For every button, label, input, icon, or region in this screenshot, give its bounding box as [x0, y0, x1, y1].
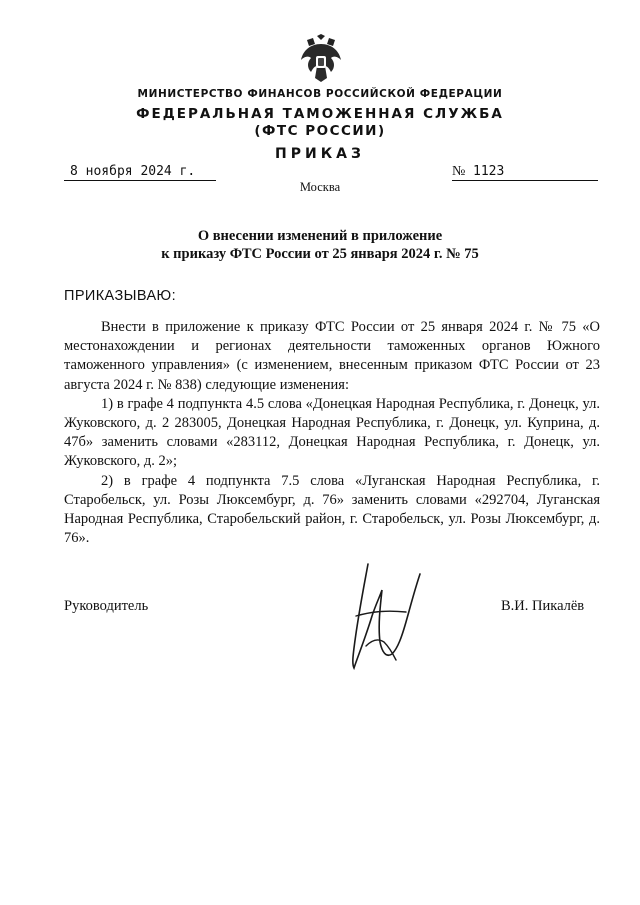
- service-abbreviation: (ФТС РОССИИ): [254, 123, 386, 139]
- document-type: ПРИКАЗ: [275, 146, 365, 162]
- body-item-1: 1) в графе 4 подпункта 4.5 слова «Донецкая Народная Республика, г. Донецк, ул. Жуковского, д. 2 283005, Донецкая Народная Республика, г. Донецк, ул. Куприна, д. 47б» заменить словами «283112, Донецкая Народная Республика, г. Донецк, ул. Жуковского, д. 2»;: [64, 395, 600, 470]
- decree-word: ПРИКАЗЫВАЮ:: [64, 288, 177, 304]
- signatory-role: Руководитель: [64, 598, 149, 614]
- subject-line-1: О внесении изменений в приложение: [197, 228, 443, 244]
- subject-line-2: к приказу ФТС России от 25 января 2024 г. № 75: [161, 246, 479, 262]
- document-date: 8 ноября 2024 г.: [70, 164, 196, 179]
- ministry-name: МИНИСТЕРСТВО ФИНАНСОВ РОССИЙСКОЙ ФЕДЕРАЦИИ: [137, 88, 503, 100]
- body-item-2: 2) в графе 4 подпункта 7.5 слова «Луганская Народная Республика, г. Старобельск, ул. Розы Люксембург, д. 76» заменить словами «292704, Луганская Народная Республика, Старобельский район, г. Старобельск, ул. Розы Люксембург, д. 76».: [64, 472, 600, 547]
- document-number: 1123: [473, 164, 505, 179]
- document-body: [64, 318, 600, 548]
- city: Москва: [299, 180, 341, 194]
- coat-of-arms-emblem: [299, 34, 343, 84]
- signatory-name: В.И. Пикалёв: [501, 598, 585, 614]
- service-name: ФЕДЕРАЛЬНАЯ ТАМОЖЕННАЯ СЛУЖБА: [136, 106, 504, 122]
- number-sign: №: [452, 164, 466, 179]
- handwritten-signature: [336, 556, 426, 674]
- body-intro: Внести в приложение к приказу ФТС России от 25 января 2024 г. № 75 «О местонахождении и регионах деятельности таможенных органов Южного таможенного управления» (с изменением, внесенным приказом ФТС России от 23 августа 2024 г. № 838) следующие изменения:: [64, 319, 600, 393]
